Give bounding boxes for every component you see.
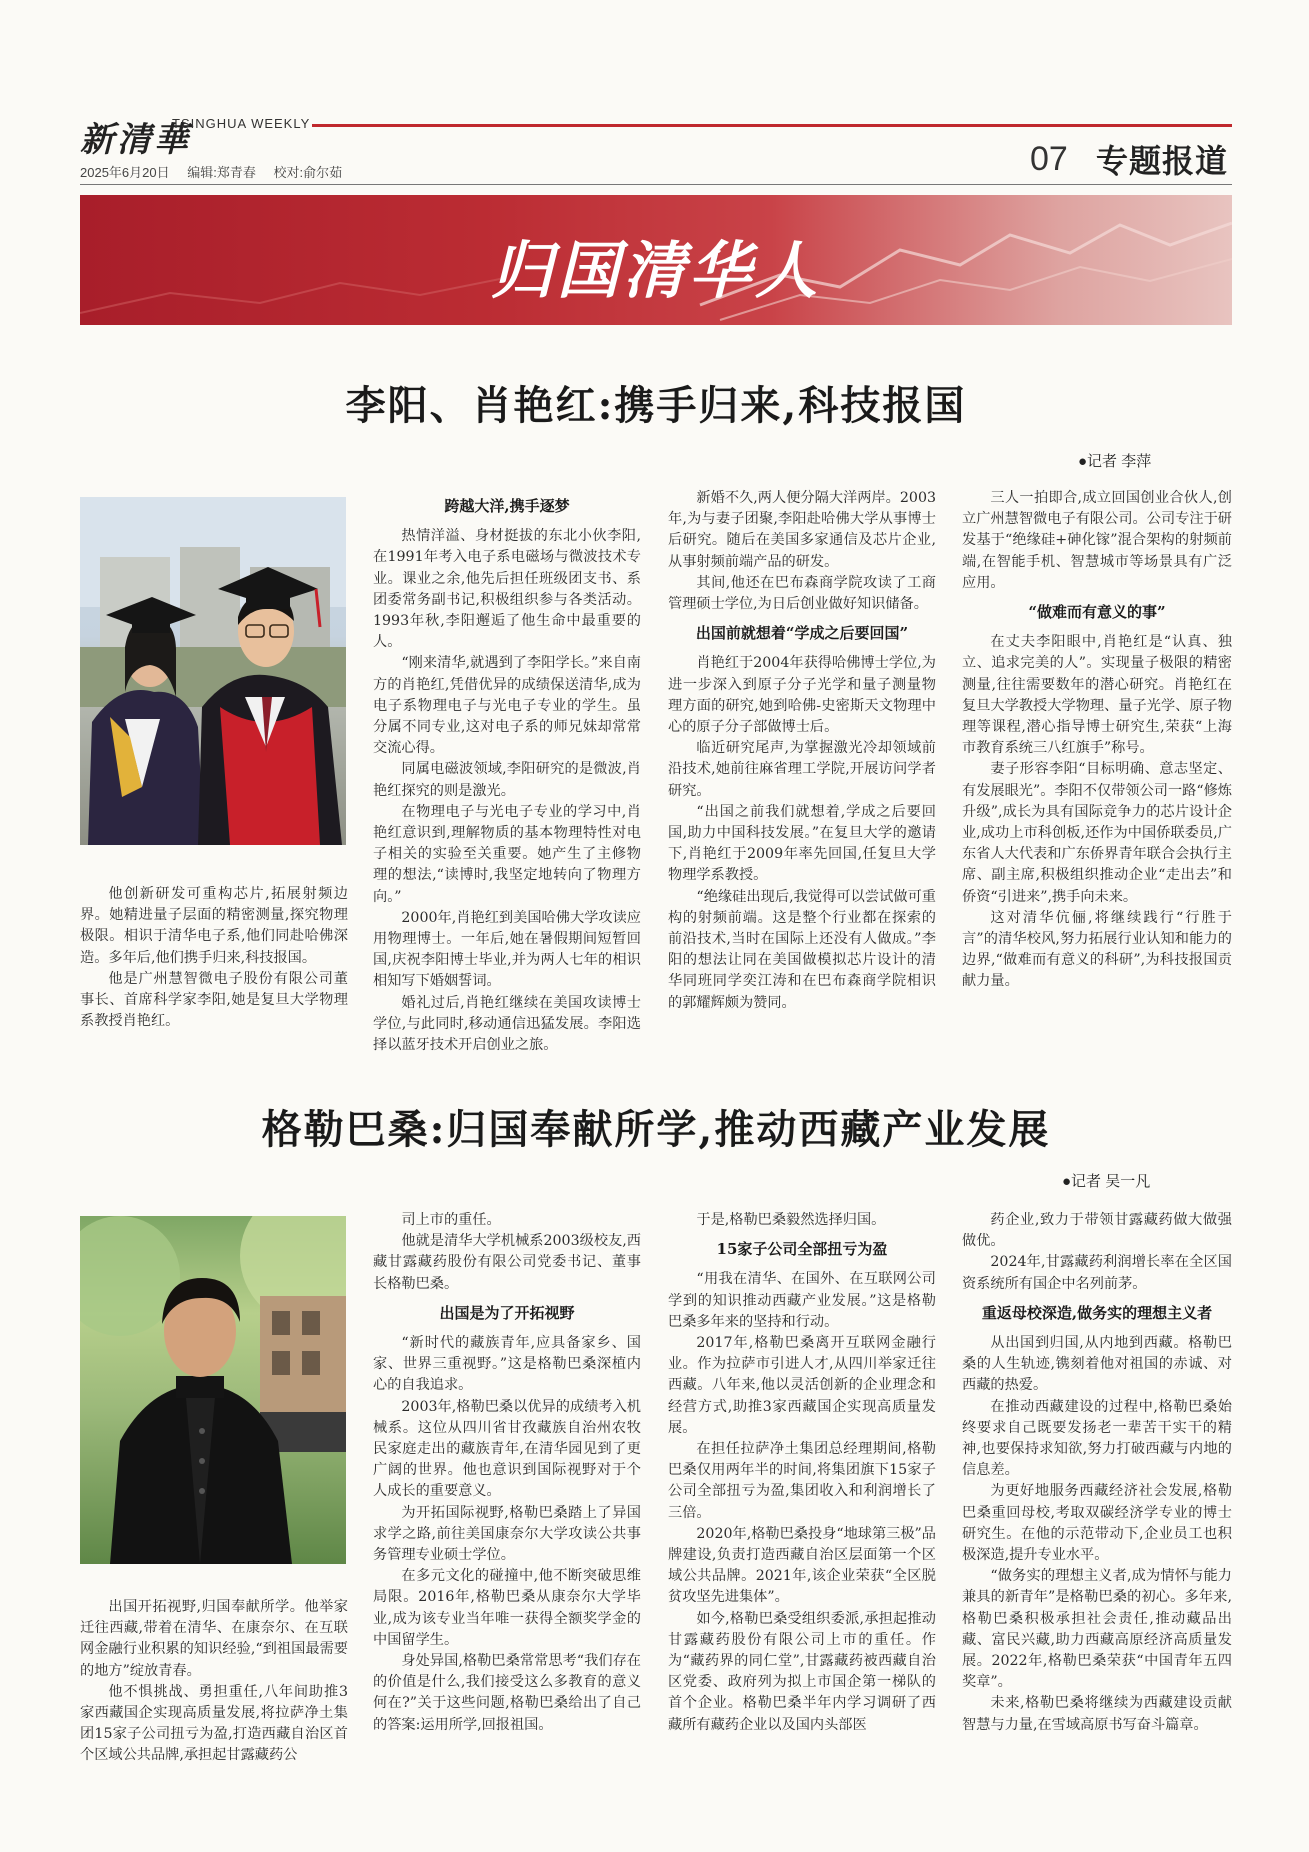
body-paragraph: 从出国到归国,从内地到西藏。格勒巴桑的人生轨迹,镌刻着他对祖国的赤诚、对西藏的热爱。 <box>962 1335 1232 1394</box>
body-paragraph: 2000年,肖艳红到美国哈佛大学攻读应用物理博士。一年后,她在暑假期间短暂回国,庆祝李阳博士毕业,并为两人七年的相识相知写下婚姻誓词。 <box>373 909 641 990</box>
lead-paragraph: 他是广州慧智微电子股份有限公司董事长、首席科学家李阳,她是复旦大学物理系教授肖艳红。 <box>80 970 348 1030</box>
subheading: 出国是为了开拓视野 <box>439 1303 575 1322</box>
body-paragraph: 在丈夫李阳眼中,肖艳红是“认真、独立、追求完美的人”。实现量子极限的精密测量,往往需要数年的潜心研究。肖艳红在复旦大学教授大学物理、量子光学、原子物理等课程,潜心指导博士研究生,荣获“上海市教育系统三八红旗手”称号。 <box>962 634 1232 757</box>
article1-column-3 <box>668 488 936 1014</box>
article1-column-2 <box>373 488 641 1056</box>
body-paragraph: 他就是清华大学机械系2003级校友,西藏甘露藏药股份有限公司党委书记、董事长格勒巴桑。 <box>373 1233 641 1292</box>
issue-date: 2025年6月20日 <box>80 165 170 180</box>
body-paragraph: 其间,他还在巴布森商学院攻读了工商管理硕士学位,为日后创业做好知识储备。 <box>668 574 936 613</box>
body-paragraph: 身处异国,格勒巴桑常常思考“我们存在的价值是什么,我们接受这么多教育的意义何在?”关于这些问题,格勒巴桑给出了自己的答案:运用所学,回报祖国。 <box>373 1653 641 1733</box>
banner-title: 归国清华人 <box>490 234 821 307</box>
subheading: 跨越大洋,携手逐梦 <box>444 497 570 515</box>
body-paragraph: 2017年,格勒巴桑离开互联网金融行业。作为拉萨市引进人才,从四川举家迁往西藏。八年来,他以灵活创新的企业理念和经营方式,助推3家西藏国企实现高质量发展。 <box>668 1335 936 1436</box>
body-paragraph: 这对清华伉俪,将继续践行“行胜于言”的清华校风,努力拓展行业认知和能力的边界,“做难而有意义的科研”,为科技报国贡献力量。 <box>962 909 1232 990</box>
masthead-logo: 新清華 <box>80 120 191 160</box>
article1-column-4 <box>962 488 1232 993</box>
subheading: “做难而有意义的事” <box>1028 603 1166 622</box>
body-paragraph: 临近研究尾声,为掌握激光冷却领域前沿技术,她前往麻省理工学院,开展访问学者研究。 <box>668 740 936 799</box>
body-paragraph: 于是,格勒巴桑毅然选择归国。 <box>696 1212 886 1228</box>
body-paragraph: 热情洋溢、身材挺拔的东北小伙李阳,在1991年考入电子系电磁场与微波技术专业。课业之余,他先后担任班级团支书、系团委常务副书记,积极组织参与各类活动。1993年秋,李阳邂逅了他生命中最重要的人。 <box>373 528 641 651</box>
body-paragraph: “新时代的藏族青年,应具备家乡、国家、世界三重视野。”这是格勒巴桑深植内心的自我追求。 <box>373 1335 641 1394</box>
body-paragraph: 药企业,致力于带领甘露藏药做大做强做优。 <box>962 1212 1232 1250</box>
article1-reporter: ●记者 李萍 <box>1078 453 1152 470</box>
subheading: 重返母校深造,做务实的理想主义者 <box>981 1303 1213 1322</box>
article1-lead <box>80 884 348 1032</box>
body-paragraph: 在推动西藏建设的过程中,格勒巴桑始终要求自己既要发扬老一辈苦干实干的精神,也要保持求知欲,努力打破西藏与内地的信息差。 <box>962 1398 1232 1479</box>
masthead-red-rule <box>312 124 1232 127</box>
body-paragraph: “用我在清华、在国外、在互联网公司学到的知识推动西藏产业发展。”这是格勒巴桑多年来的坚持和行动。 <box>668 1271 936 1330</box>
lead-paragraph: 他创新研发可重构芯片,拓展射频边界。她精进量子层面的精密测量,探究物理极限。相识于清华电子系,他们同赴哈佛深造。多年后,他们携手归来,科技报国。 <box>80 886 348 966</box>
proofreader-credit: 校对:俞尔茹 <box>273 165 343 180</box>
article2-column-3 <box>668 1210 936 1736</box>
body-paragraph: 三人一拍即合,成立回国创业合伙人,创立广州慧智微电子有限公司。公司专注于研发基于“绝缘硅+砷化镓”混合架构的射频前端,在智能手机、智慧城市等场景具有广泛应用。 <box>962 490 1232 591</box>
header-divider <box>80 184 1232 185</box>
article2-reporter: ●记者 吴一凡 <box>1062 1173 1151 1190</box>
body-paragraph: 如今,格勒巴桑受组织委派,承担起推动甘露藏药股份有限公司上市的重任。作为“藏药界的同仁堂”,甘露藏药被西藏自治区党委、政府列为拟上市国企第一梯队的首个企业。格勒巴桑半年内学习调研了西藏所有藏药企业以及国内头部医 <box>668 1610 936 1733</box>
body-paragraph: “刚来清华,就遇到了李阳学长。”来自南方的肖艳红,凭借优异的成绩保送清华,成为电子系物理电子与光电子专业的学生。虽分属不同专业,这对电子系的师兄妹却常常交流心得。 <box>373 655 641 757</box>
masthead-english-title: TSINGHUA WEEKLY <box>172 116 311 131</box>
body-paragraph: 肖艳红于2004年获得哈佛博士学位,为进一步深入到原子分子光学和量子测量物理方面的研究,她到哈佛-史密斯天文物理中心的原子分子部做博士后。 <box>668 655 936 736</box>
article1-headline: 李阳、肖艳红:携手归来,科技报国 <box>345 382 967 429</box>
body-paragraph: 2020年,格勒巴桑投身“地球第三极”品牌建设,负责打造西藏自治区层面第一个区域公共品牌。2021年,该企业荣获“全区脱贫攻坚先进集体”。 <box>668 1525 936 1606</box>
subheading: 出国前就想着“学成之后要回国” <box>695 624 909 643</box>
page-number: 07 <box>1030 140 1068 178</box>
article2-headline: 格勒巴桑:归国奉献所学,推动西藏产业发展 <box>261 1106 1051 1153</box>
body-paragraph: 司上市的重任。 <box>401 1212 501 1228</box>
body-paragraph: 妻子形容李阳“目标明确、意志坚定、有发展眼光”。李阳不仅带领公司一路“修炼升级”,成长为具有国际竞争力的芯片设计企业,成功上市科创板,还作为中国侨联委员,广东省人大代表和广东侨界青年联合会执行主席、副主席,积极组织推动企业“走出去”和侨资“引进来”,携手向未来。 <box>962 761 1232 905</box>
body-paragraph: “绝缘硅出现后,我觉得可以尝试做可重构的射频前端。这是整个行业都在探索的前沿技术,当时在国际上还没有人做成。”李阳的想法让同在美国做模拟芯片设计的清华同班同学奕江涛和在巴布森商学院相识的郭耀辉颇为赞同。 <box>668 888 936 1011</box>
lead-paragraph: 他不惧挑战、勇担重任,八年间助推3家西藏国企实现高质量发展,将拉萨净土集团15家子公司扭亏为盈,打造西藏自治区首个区域公共品牌,承担起甘露藏药公 <box>80 1683 348 1764</box>
article2-column-4 <box>962 1210 1232 1736</box>
body-paragraph: “做务实的理想主义者,成为情怀与能力兼具的新青年”是格勒巴桑的初心。多年来,格勒巴桑积极承担社会责任,推动藏品出藏、富民兴藏,助力西藏高原经济高质量发展。2022年,格勒巴桑荣获“中国青年五四奖章”。 <box>962 1568 1232 1691</box>
issue-info <box>80 162 356 181</box>
body-paragraph: 为更好地服务西藏经济社会发展,格勒巴桑重回母校,考取双碳经济学专业的博士研究生。在他的示范带动下,企业员工也积极深造,提升专业水平。 <box>962 1483 1232 1564</box>
column-banner <box>80 195 1232 325</box>
lead-paragraph: 出国开拓视野,归国奉献所学。他举家迁往西藏,带着在清华、在康奈尔、在互联网金融行业积累的知识经验,“到祖国最需要的地方”绽放青春。 <box>80 1599 348 1679</box>
couple-graduation-photo <box>80 497 346 845</box>
subheading: 15家子公司全部扭亏为盈 <box>716 1240 888 1259</box>
body-paragraph: 2024年,甘露藏药利润增长率在全区国资系统所有国企中名列前茅。 <box>962 1254 1232 1292</box>
body-paragraph: 在物理电子与光电子专业的学习中,肖艳红意识到,理解物质的基本物理特性对电子相关的实验至关重要。她产生了主修物理的想法,“读博时,我坚定地转向了物理方向。” <box>373 803 641 905</box>
body-paragraph: 为开拓国际视野,格勒巴桑踏上了异国求学之路,前往美国康奈尔大学攻读公共事务管理专业硕士学位。 <box>373 1504 641 1564</box>
article2-lead <box>80 1597 348 1767</box>
body-paragraph: “出国之前我们就想着,学成之后要回国,助力中国科技发展。”在复旦大学的邀请下,肖艳红于2009年率先回国,任复旦大学物理学系教授。 <box>668 803 936 884</box>
section-title: 专题报道 <box>1096 143 1229 179</box>
body-paragraph: 婚礼过后,肖艳红继续在美国攻读博士学位,与此同时,移动通信迅猛发展。李阳选择以蓝牙技术开启创业之旅。 <box>373 994 641 1054</box>
article2-column-2 <box>373 1210 641 1736</box>
portrait-photo <box>80 1216 346 1564</box>
editor-credit: 编辑:郑青春 <box>187 165 256 180</box>
body-paragraph: 同属电磁波领域,李阳研究的是微波,肖艳红探究的则是激光。 <box>373 761 641 799</box>
body-paragraph: 在多元文化的碰撞中,他不断突破思维局限。2016年,格勒巴桑从康奈尔大学毕业,成为该专业当年唯一获得全额奖学金的中国留学生。 <box>373 1568 641 1648</box>
body-paragraph: 在担任拉萨净土集团总经理期间,格勒巴桑仅用两年半的时间,将集团旗下15家子公司全部扭亏为盈,集团收入和利润增长了三倍。 <box>668 1441 936 1521</box>
body-paragraph: 未来,格勒巴桑将继续为西藏建设贡献智慧与力量,在雪域高原书写奋斗篇章。 <box>962 1695 1232 1733</box>
body-paragraph: 2003年,格勒巴桑以优异的成绩考入机械系。这位从四川省甘孜藏族自治州农牧民家庭走出的藏族青年,在清华园见到了更广阔的世界。他也意识到国际视野对于个人成长的重要意义。 <box>373 1398 641 1500</box>
body-paragraph: 新婚不久,两人便分隔大洋两岸。2003年,为与妻子团聚,李阳赴哈佛大学从事博士后研究。随后在美国多家通信及芯片企业,从事射频前端产品的研发。 <box>668 490 936 570</box>
